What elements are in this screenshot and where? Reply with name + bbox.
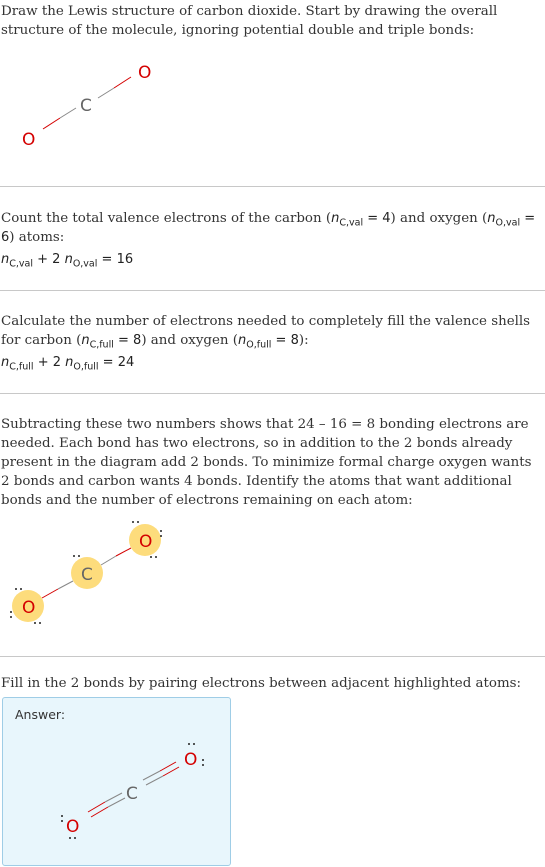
- formula-var: n: [1, 355, 10, 370]
- step3-text-after: ):: [298, 333, 309, 348]
- oxygen-val: = 6: [1, 211, 536, 245]
- formula-plus: + 2: [33, 355, 66, 370]
- step1-text: Draw the Lewis structure of carbon dioxide. Start by drawing the overall structure of the molecule, ignoring potential double and triple bonds:: [1, 4, 498, 38]
- oxygen-atom-left: O: [66, 817, 80, 837]
- formula-result: = 24: [98, 355, 135, 370]
- carbon-val: = 8: [113, 333, 142, 348]
- formula-plus: + 2: [33, 252, 65, 267]
- step2-text-mid: ) and oxygen (: [390, 211, 488, 226]
- formula-var: n: [64, 252, 73, 267]
- oxygen-atom-right: O: [139, 532, 153, 552]
- oxygen-atom-right: O: [184, 750, 198, 770]
- formula-var: n: [65, 355, 74, 370]
- carbon-sub: C,full: [89, 339, 114, 351]
- formula-sub: C,full: [9, 361, 34, 373]
- carbon-atom: C: [80, 96, 92, 116]
- step2-text-after: ) atoms:: [9, 230, 65, 245]
- formula-sub: C,val: [9, 258, 33, 270]
- formula-var: n: [1, 252, 10, 267]
- formula-sub: O,full: [73, 361, 99, 373]
- oxygen-var: n: [487, 211, 496, 226]
- formula-result: = 16: [97, 252, 134, 267]
- formula-sub: O,val: [72, 258, 98, 270]
- oxygen-val: = 8: [271, 333, 299, 348]
- step2-text-before: Count the total valence electrons of the carbon (: [1, 211, 332, 226]
- step3-text-mid: ) and oxygen (: [141, 333, 239, 348]
- carbon-var: n: [81, 333, 90, 348]
- carbon-atom: C: [126, 784, 138, 804]
- carbon-var: n: [331, 211, 340, 226]
- step3-text-before: Calculate the number of electrons needed to completely fill the valence shells for carbon (: [1, 314, 531, 348]
- oxygen-var: n: [238, 333, 247, 348]
- carbon-val: = 4: [363, 211, 391, 226]
- carbon-atom: C: [81, 565, 93, 585]
- step4-text: Subtracting these two numbers shows that 24 – 16 = 8 bonding electrons are needed. Each bond has two electrons, so in addition to the 2 bonds already present in the diagram add 2 bonds. To minimize formal charge oxygen wants 2 bonds and carbon wants 4 bonds. Identify the atoms that want additional bonds and the number of electrons remaining on each atom:: [1, 417, 532, 508]
- oxygen-sub: O,val: [495, 217, 521, 229]
- oxygen-atom-right: O: [138, 63, 152, 83]
- oxygen-atom-left: O: [22, 130, 36, 150]
- oxygen-atom-left: O: [22, 598, 36, 618]
- step5-text: Fill in the 2 bonds by pairing electrons between adjacent highlighted atoms:: [1, 676, 522, 691]
- oxygen-sub: O,full: [246, 339, 272, 351]
- carbon-sub: C,val: [339, 217, 364, 229]
- answer-label: Answer:: [15, 707, 66, 722]
